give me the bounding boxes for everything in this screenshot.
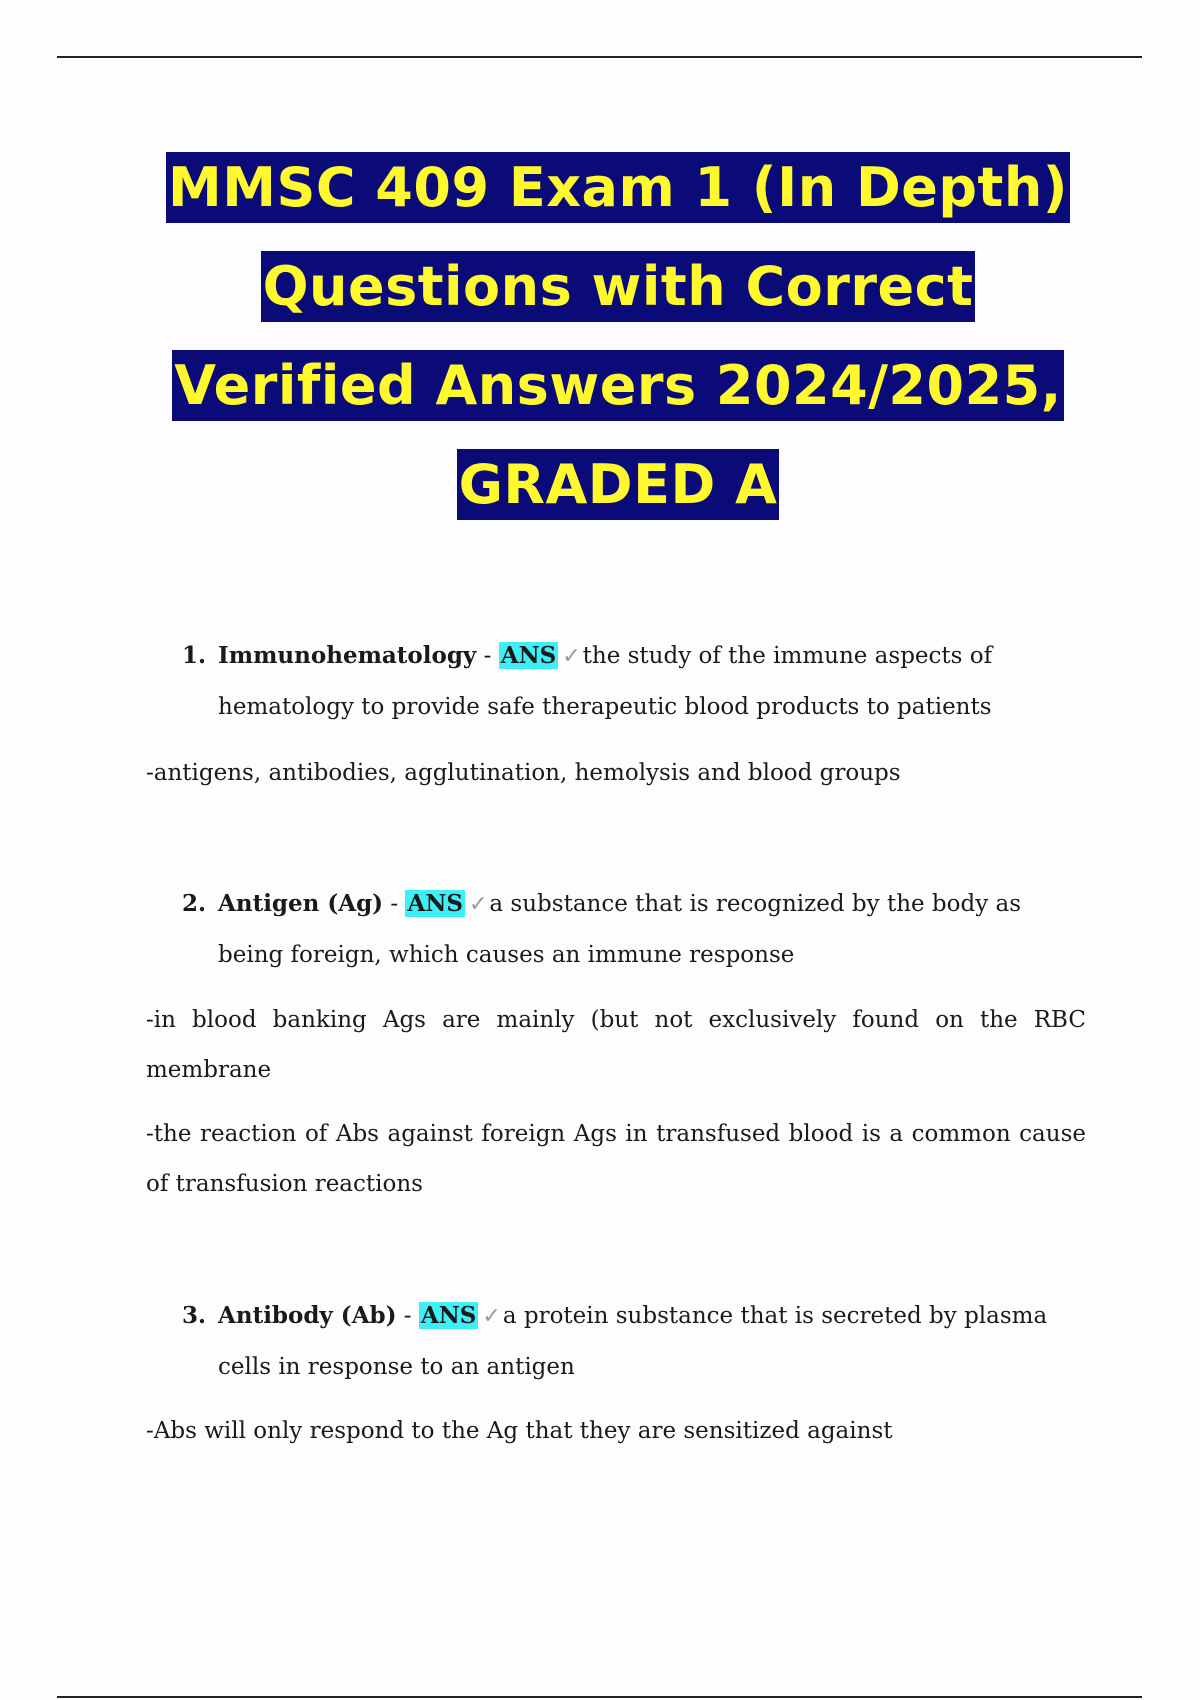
note-line: -Abs will only respond to the Ag that they are sensitized against xyxy=(146,1418,893,1444)
question-1 xyxy=(146,631,1086,732)
question-3 xyxy=(146,1291,1086,1392)
note-line: -in blood banking Ags are mainly (but not exclusively found on the RBC membrane xyxy=(146,1007,1086,1083)
question-term: Antigen (Ag) xyxy=(218,890,384,917)
question-item xyxy=(146,1291,1086,1392)
question-item xyxy=(146,879,1086,980)
question-2-notes xyxy=(146,995,1086,1209)
checkmark-icon: ✓ xyxy=(482,1304,501,1329)
ans-label: ANS xyxy=(420,1302,477,1329)
title-line-3: Verified Answers 2024/2025, xyxy=(0,336,1200,435)
question-term: Antibody (Ab) xyxy=(218,1302,397,1329)
question-item xyxy=(146,631,1086,732)
ans-label: ANS xyxy=(500,642,557,669)
separator: - xyxy=(396,1303,419,1329)
question-definition: a protein substance that is secreted by plasma cells in response to an antigen xyxy=(218,1303,1048,1380)
bottom-rule xyxy=(57,1696,1142,1698)
question-number: 3. xyxy=(182,1302,207,1329)
document-title xyxy=(0,138,1200,534)
title-line-4: GRADED A xyxy=(0,435,1200,534)
note-line: -the reaction of Abs against foreign Ags in transfused blood is a common cause of transfusion reactions xyxy=(146,1121,1086,1197)
question-term: Immunohematology xyxy=(218,642,477,669)
question-definition: the study of the immune aspects of hematology to provide safe therapeutic blood products to patients xyxy=(218,643,993,720)
separator: - xyxy=(476,643,499,669)
question-number: 1. xyxy=(182,642,207,669)
question-2 xyxy=(146,879,1086,980)
title-line-1: MMSC 409 Exam 1 (In Depth) xyxy=(0,138,1200,237)
question-number: 2. xyxy=(182,890,207,917)
note-line: -antigens, antibodies, agglutination, hemolysis and blood groups xyxy=(146,760,901,786)
question-1-notes xyxy=(146,748,1086,798)
separator: - xyxy=(383,891,406,917)
checkmark-icon: ✓ xyxy=(562,644,581,669)
question-3-notes xyxy=(146,1406,1086,1456)
ans-label: ANS xyxy=(407,890,463,917)
title-line-2: Questions with Correct xyxy=(0,237,1200,336)
checkmark-icon: ✓ xyxy=(468,892,488,917)
top-rule xyxy=(57,56,1142,58)
question-definition: a substance that is recognized by the body as being foreign, which causes an immune response xyxy=(218,891,1022,968)
